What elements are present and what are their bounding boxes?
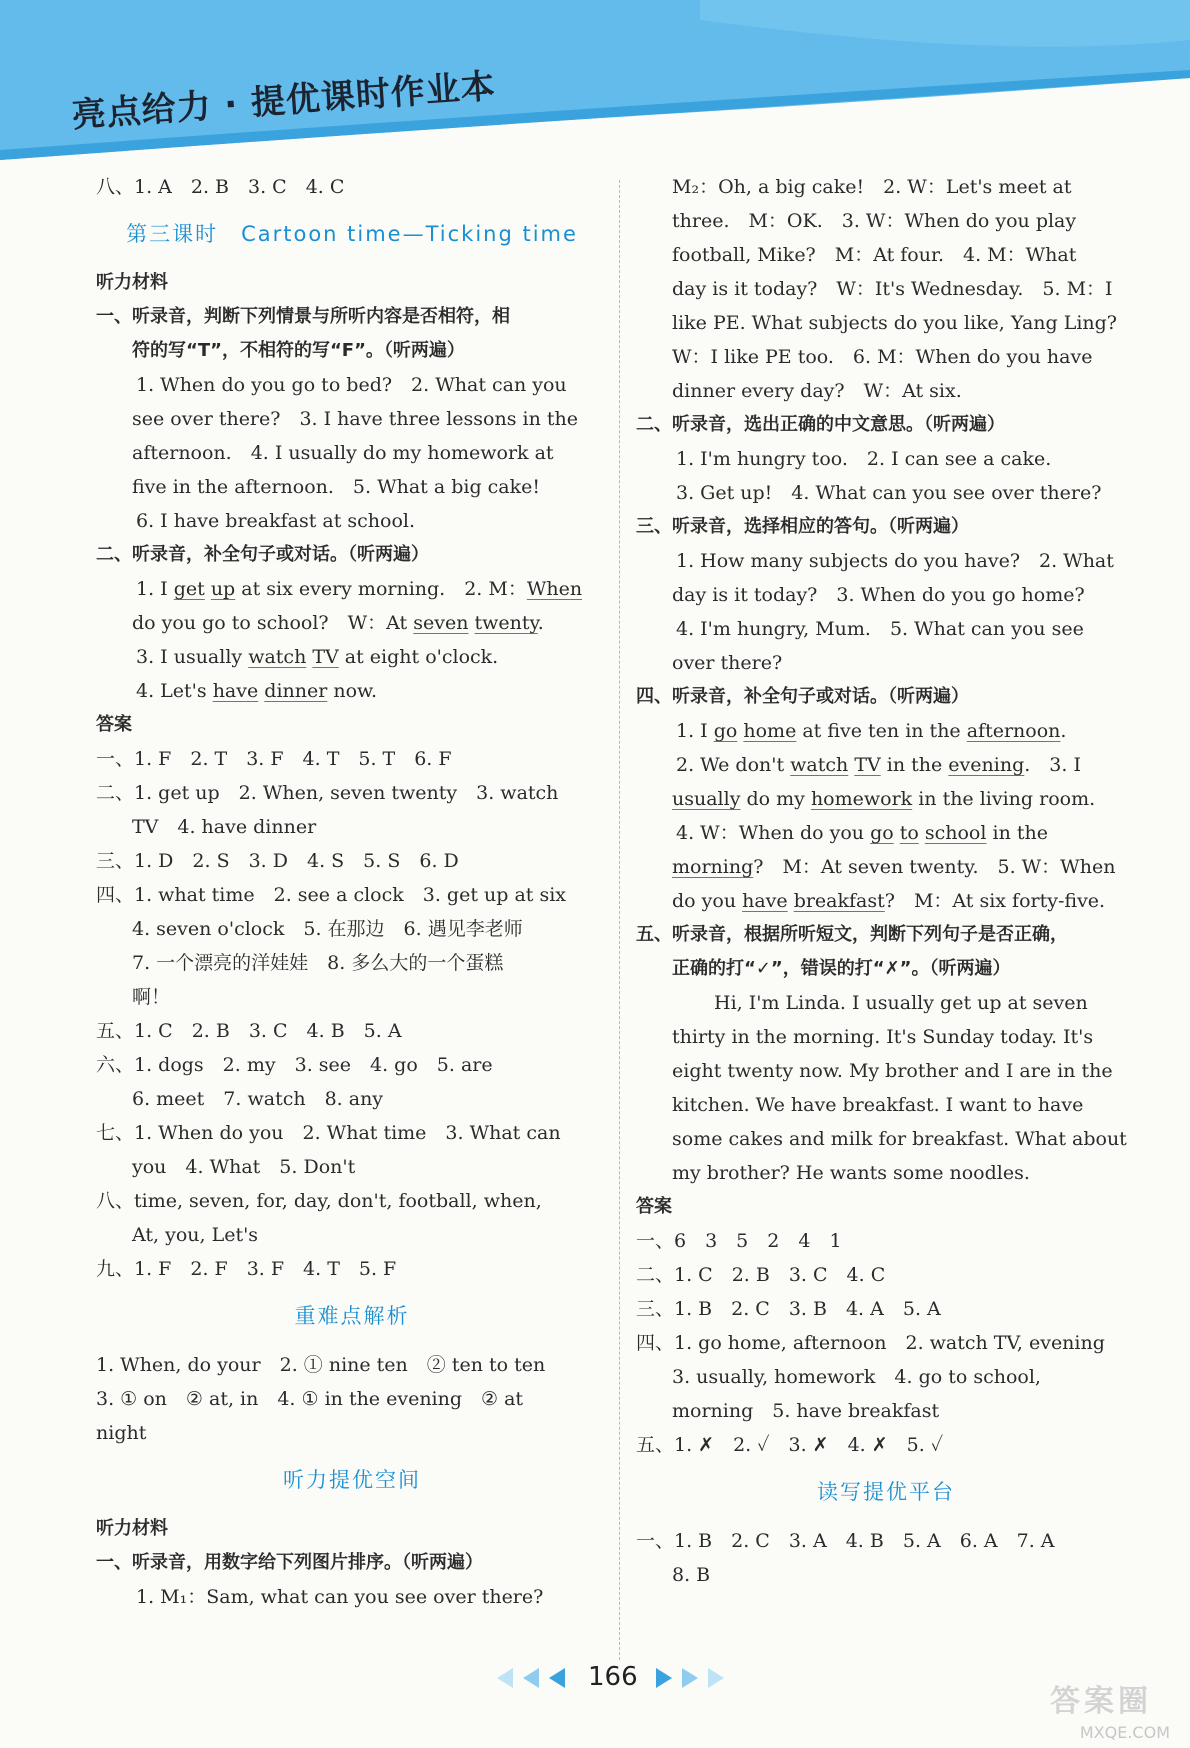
answer-line: TV 4. have dinner xyxy=(132,816,317,838)
transcript-line: M₂：Oh, a big cake! 2. W：Let's meet at xyxy=(672,176,1072,198)
question-heading: 二、听录音，选出正确的中文意思。（听两遍） xyxy=(636,414,1005,435)
passage-line: some cakes and milk for breakfast. What about xyxy=(672,1128,1127,1150)
answers-label: 答案 xyxy=(96,714,132,735)
filled-blank: to xyxy=(899,822,919,844)
filled-blank: go xyxy=(870,822,894,844)
transcript-line: like PE. What subjects do you like, Yang Ling? xyxy=(672,312,1117,334)
transcript-line: 1. I get up at six every morning. 2. M：When xyxy=(136,578,583,600)
transcript-line: over there? xyxy=(672,652,783,674)
right-column xyxy=(636,170,1136,1592)
answer-line: 五、1. ✗ 2. ✓ 3. ✗ 4. ✗ 5. ✓ xyxy=(636,1434,944,1456)
filled-blank: afternoon xyxy=(966,720,1061,742)
answer-line: night xyxy=(96,1422,147,1444)
filled-blank: get xyxy=(173,578,205,600)
filled-blank: usually xyxy=(672,788,741,810)
watermark-logo: 答案圈 xyxy=(1050,1684,1152,1719)
transcript-line: afternoon. 4. I usually do my homework at xyxy=(132,442,554,464)
section-title-key-points: 重难点解析 xyxy=(294,1304,410,1328)
transcript-line: 1. I'm hungry too. 2. I can see a cake. xyxy=(676,448,1052,470)
answer-line: 7. 一个漂亮的洋娃娃 8. 多么大的一个蛋糕 xyxy=(132,952,504,974)
answer-line: 3. ① on ② at, in 4. ① in the evening ② at xyxy=(96,1388,524,1410)
answer-line: 六、1. dogs 2. my 3. see 4. go 5. are xyxy=(96,1054,493,1076)
passage-line: thirty in the morning. It's Sunday today. It's xyxy=(672,1026,1094,1048)
transcript-line: morning? M：At seven twenty. 5. W：When xyxy=(672,856,1116,878)
section-title-read-write: 读写提优平台 xyxy=(817,1480,955,1504)
answer-line: 8. B xyxy=(672,1564,711,1586)
answers-label: 答案 xyxy=(636,1196,672,1217)
transcript-line: do you go to school? W：At seven twenty. xyxy=(132,612,544,634)
filled-blank: home xyxy=(743,720,797,742)
answer-line: morning 5. have breakfast xyxy=(672,1400,940,1422)
question-heading: 二、听录音，补全句子或对话。（听两遍） xyxy=(96,544,429,565)
filled-blank: up xyxy=(210,578,236,600)
transcript-line: 6. I have breakfast at school. xyxy=(136,510,416,532)
filled-blank: dinner xyxy=(264,680,328,702)
answer-line: 一、1. F 2. T 3. F 4. T 5. T 6. F xyxy=(96,748,452,770)
passage-line: kitchen. We have breakfast. I want to have xyxy=(672,1094,1084,1116)
transcript-line: 1. I go home at five ten in the afternoon. xyxy=(676,720,1067,742)
answer-line: 二、1. get up 2. When, seven twenty 3. watch xyxy=(96,782,559,804)
transcript-line: W：I like PE too. 6. M：When do you have xyxy=(672,346,1093,368)
transcript-line: do you have breakfast? M：At six forty-five. xyxy=(672,890,1106,912)
answer-line: 1. When, do your 2. ① nine ten ② ten to ten xyxy=(96,1354,546,1376)
answer-line: At, you, Let's xyxy=(132,1224,259,1246)
passage-line: Hi, I'm Linda. I usually get up at seven xyxy=(714,992,1088,1014)
answer-line: 啊！ xyxy=(132,986,171,1008)
header-title: 亮点给力 · 提优课时作业本 xyxy=(70,66,497,136)
transcript-line: 4. W：When do you go to school in the xyxy=(676,822,1048,844)
page-header xyxy=(0,0,1190,170)
transcript-line: 2. We don't watch TV in the evening. 3. I xyxy=(676,754,1081,776)
page-footer xyxy=(0,1658,1190,1698)
section-title-listening-space: 听力提优空间 xyxy=(283,1468,421,1492)
filled-blank: watch xyxy=(248,646,307,668)
answer-line: 八、1. A 2. B 3. C 4. C xyxy=(96,176,345,198)
answer-line: 三、1. B 2. C 3. B 4. A 5. A xyxy=(636,1298,941,1320)
transcript-line: day is it today? 3. When do you go home? xyxy=(672,584,1085,606)
watermark: MXQE.COM xyxy=(1079,1723,1170,1742)
filled-blank: evening xyxy=(948,754,1025,776)
question-heading: 符的写“T”，不相符的写“F”。（听两遍） xyxy=(132,340,465,361)
filled-blank: When xyxy=(526,578,583,600)
filled-blank: TV xyxy=(854,754,881,776)
answer-line: 七、1. When do you 2. What time 3. What can xyxy=(96,1122,561,1144)
transcript-line: five in the afternoon. 5. What a big cake! xyxy=(132,476,541,498)
answer-line: 四、1. go home, afternoon 2. watch TV, evening xyxy=(636,1332,1105,1354)
page-number: 166 xyxy=(588,1662,638,1692)
filled-blank: go xyxy=(713,720,738,742)
transcript-line: football, Mike? M：At four. 4. M：What xyxy=(672,244,1077,266)
answer-line: 四、1. what time 2. see a clock 3. get up at six xyxy=(96,884,566,906)
transcript-line: usually do my homework in the living room. xyxy=(672,788,1096,810)
transcript-line: see over there? 3. I have three lessons in the xyxy=(132,408,578,430)
answer-line: 3. usually, homework 4. go to school, xyxy=(672,1366,1041,1388)
transcript-line: 3. I usually watch TV at eight o'clock. xyxy=(136,646,499,668)
filled-blank: have xyxy=(742,890,788,912)
filled-blank: seven xyxy=(413,612,469,634)
answer-line: 6. meet 7. watch 8. any xyxy=(132,1088,384,1110)
filled-blank: twenty xyxy=(474,612,538,634)
filled-blank: watch xyxy=(790,754,849,776)
transcript-line: 4. Let's have dinner now. xyxy=(136,680,378,702)
transcript-line: 1. How many subjects do you have? 2. What xyxy=(676,550,1114,572)
column-divider xyxy=(619,180,620,1660)
filled-blank: TV xyxy=(312,646,339,668)
lesson-title: 第三课时 Cartoon time—Ticking time xyxy=(126,222,578,246)
answer-line: 五、1. C 2. B 3. C 4. B 5. A xyxy=(96,1020,402,1042)
transcript-line: three. M：OK. 3. W：When do you play xyxy=(672,210,1077,232)
transcript-line: 1. M₁：Sam, what can you see over there? xyxy=(136,1586,544,1608)
transcript-line: day is it today? W：It's Wednesday. 5. M：I xyxy=(672,278,1113,300)
right-arrows-icon xyxy=(652,1666,742,1690)
passage-line: my brother? He wants some noodles. xyxy=(672,1162,1030,1184)
transcript-line: 4. I'm hungry, Mum. 5. What can you see xyxy=(676,618,1084,640)
filled-blank: breakfast xyxy=(793,890,885,912)
answer-line: 九、1. F 2. F 3. F 4. T 5. F xyxy=(96,1258,397,1280)
listening-material-label: 听力材料 xyxy=(96,272,168,293)
transcript-line: dinner every day? W：At six. xyxy=(672,380,962,402)
question-heading: 五、听录音，根据所听短文，判断下列句子是否正确， xyxy=(636,924,1068,945)
question-heading: 三、听录音，选择相应的答句。（听两遍） xyxy=(636,516,969,537)
answer-line: you 4. What 5. Don't xyxy=(132,1156,356,1178)
answer-line: 一、6 3 5 2 4 1 xyxy=(636,1230,842,1252)
answer-line: 二、1. C 2. B 3. C 4. C xyxy=(636,1264,886,1286)
answer-line: 一、1. B 2. C 3. A 4. B 5. A 6. A 7. A xyxy=(636,1530,1055,1552)
filled-blank: morning xyxy=(672,856,754,878)
question-heading: 一、听录音，判断下列情景与所听内容是否相符，相 xyxy=(96,306,510,327)
filled-blank: school xyxy=(924,822,987,844)
listening-material-label: 听力材料 xyxy=(96,1518,168,1539)
left-column xyxy=(96,170,608,1614)
filled-blank: have xyxy=(212,680,259,702)
question-heading: 四、听录音，补全句子或对话。（听两遍） xyxy=(636,686,969,707)
passage-line: eight twenty now. My brother and I are in the xyxy=(672,1060,1113,1082)
answer-line: 4. seven o'clock 5. 在那边 6. 遇见李老师 xyxy=(132,918,523,940)
answer-line: 八、time, seven, for, day, don't, football, when, xyxy=(96,1190,542,1212)
question-heading: 一、听录音，用数字给下列图片排序。（听两遍） xyxy=(96,1552,483,1573)
transcript-line: 3. Get up! 4. What can you see over there? xyxy=(676,482,1102,504)
answer-line: 三、1. D 2. S 3. D 4. S 5. S 6. D xyxy=(96,850,459,872)
filled-blank: homework xyxy=(810,788,913,810)
transcript-line: 1. When do you go to bed? 2. What can you xyxy=(136,374,567,396)
left-arrows-icon xyxy=(493,1666,583,1690)
question-heading: 正确的打“✓”，错误的打“✗”。（听两遍） xyxy=(672,958,1011,979)
